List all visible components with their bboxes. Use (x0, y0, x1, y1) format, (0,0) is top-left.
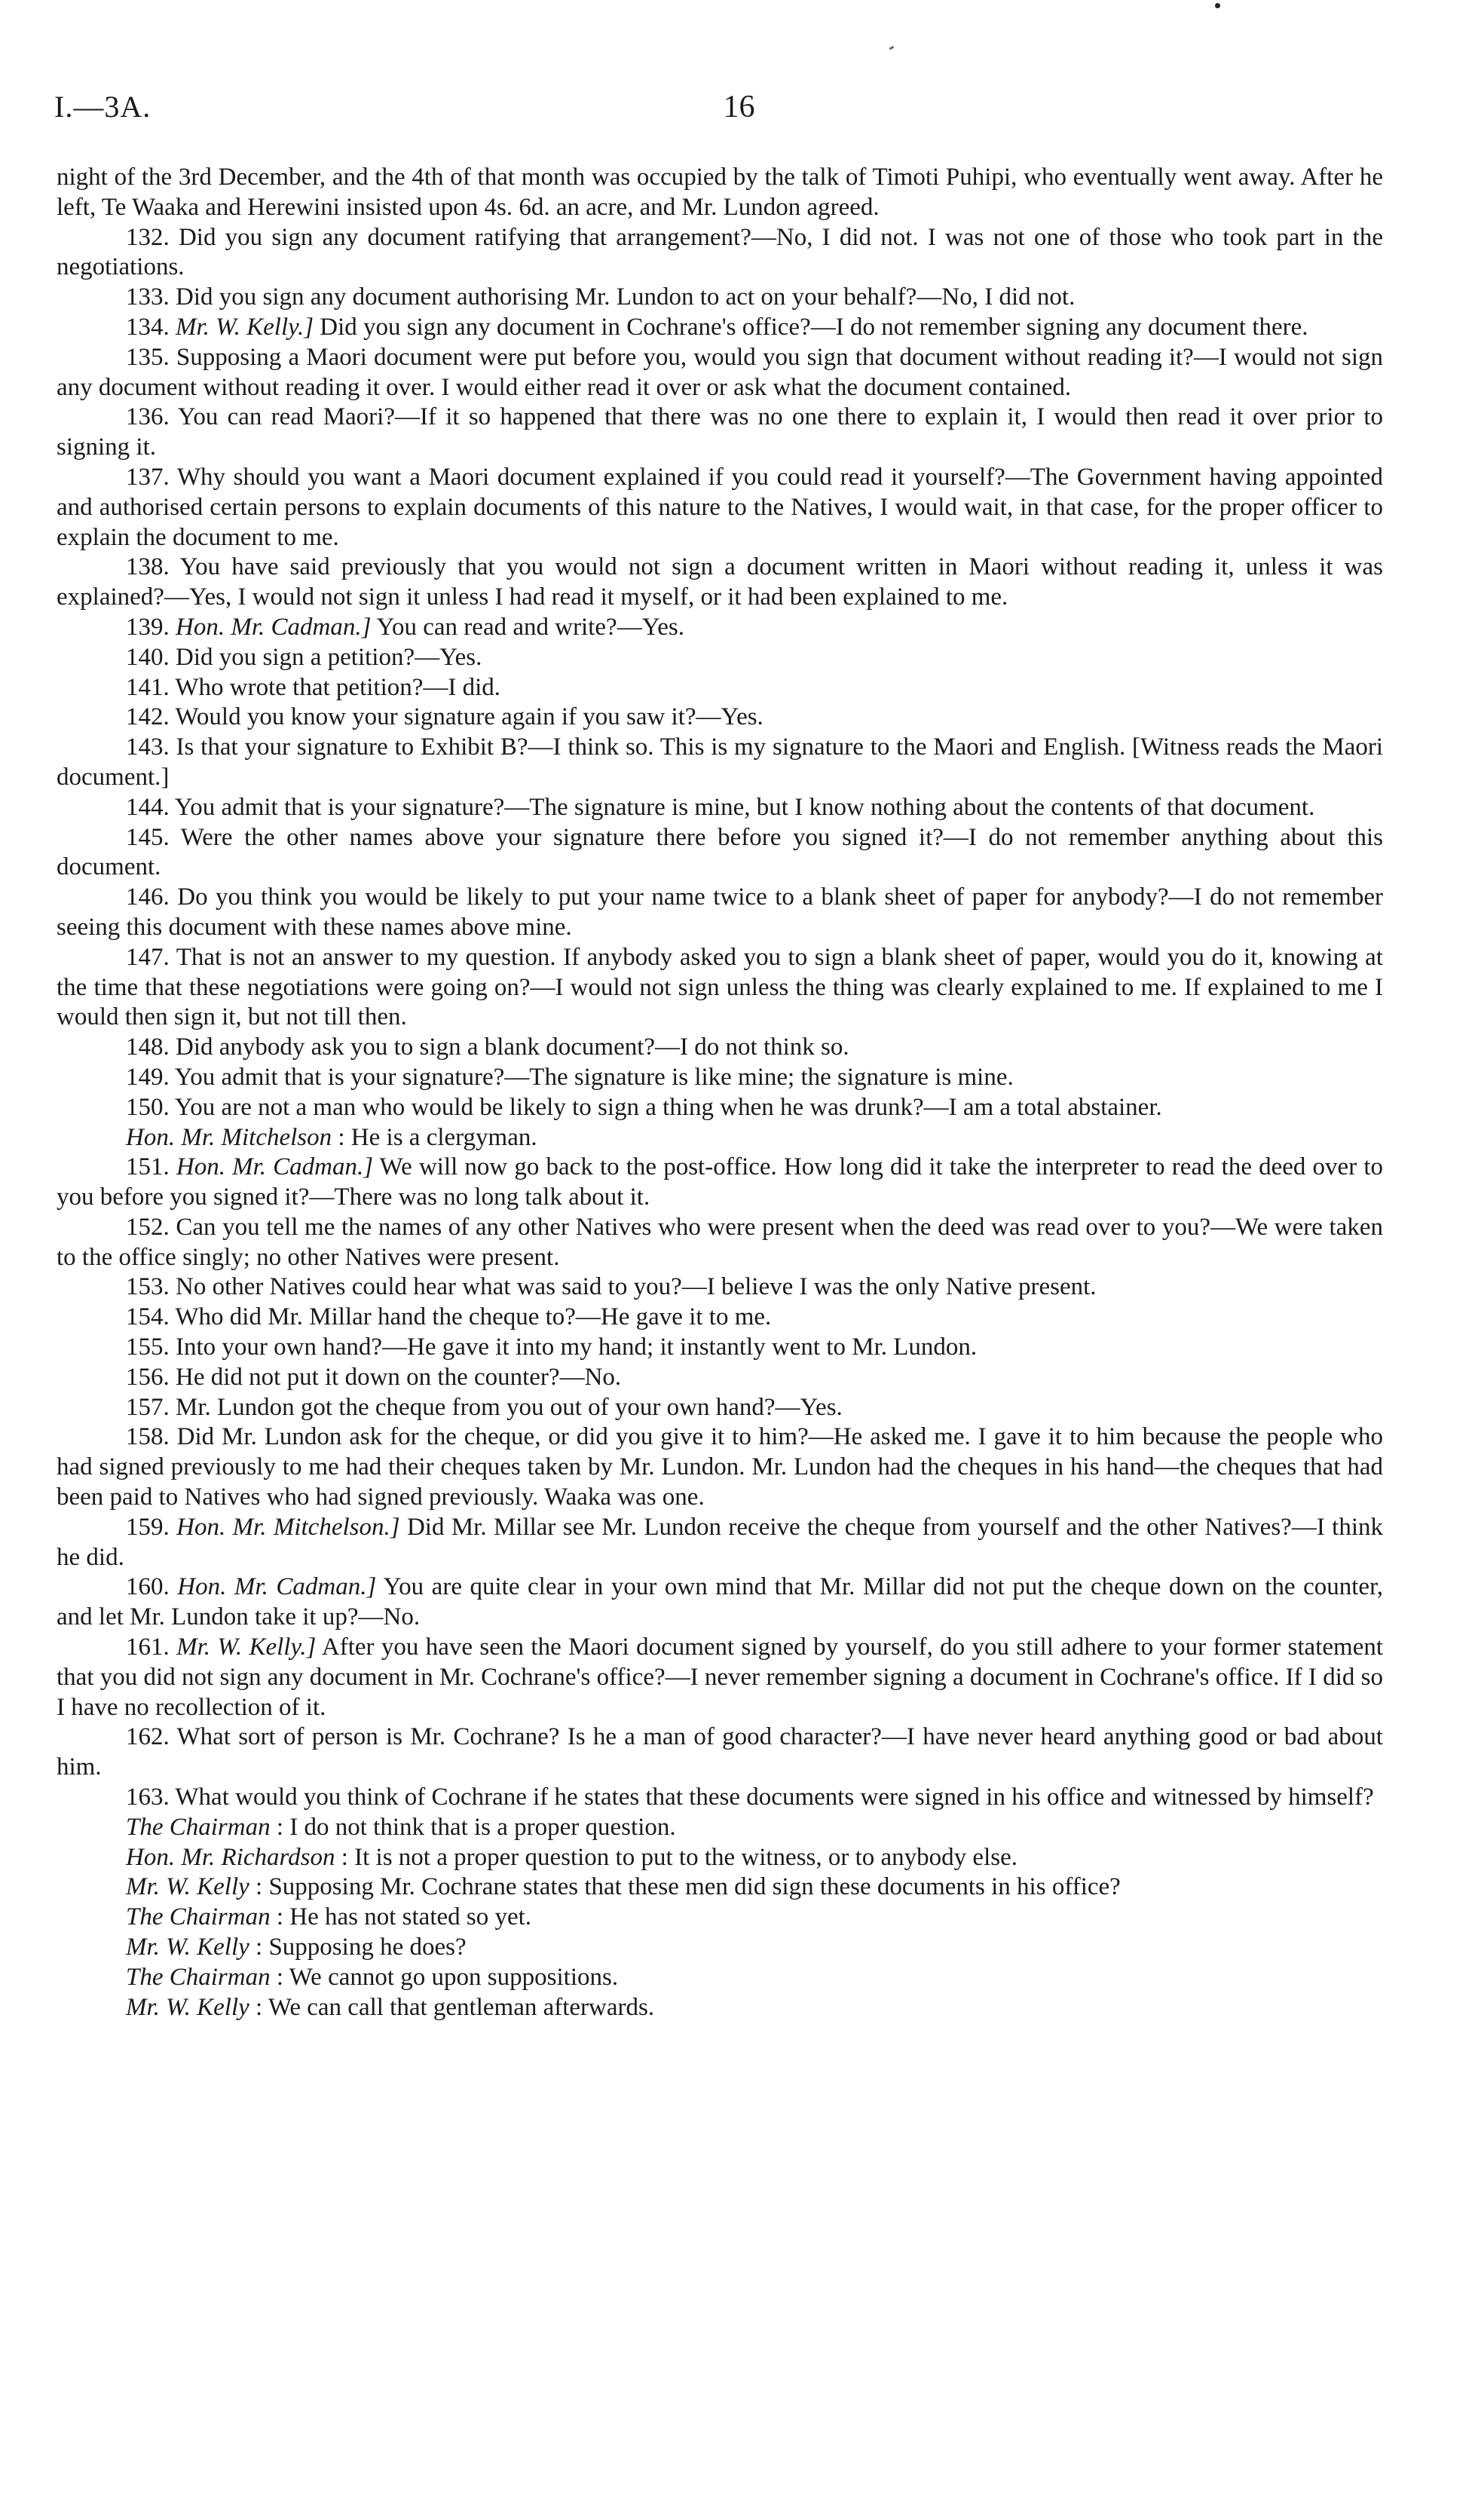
speaker-name: Mr. W. Kelly (126, 1934, 249, 1961)
paragraph-text: 153. No other Natives could hear what was said to you?—I believe I was the only Native present. (126, 1273, 1097, 1301)
testimony-paragraph (57, 643, 1383, 673)
testimony-paragraph (57, 1303, 1383, 1333)
paragraph-text: 142. Would you know your signature again if you saw it?—Yes. (126, 703, 763, 731)
paragraph-text: 148. Did anybody ask you to sign a blank document?—I do not think so. (126, 1033, 849, 1061)
question-number: 159. (126, 1513, 170, 1541)
paragraph-text: 137. Why should you want a Maori document explained if you could read it yourself?—The Government having appointed and authorised certain persons to explain documents of this nature to the Natives, I would wait, in that case, for the proper officer to explain the document to me. (57, 463, 1383, 551)
paragraph-text: 146. Do you think you would be likely to put your name twice to a blank sheet of paper for anybody?—I do not remember seeing this document with these names above mine. (57, 883, 1383, 941)
paragraph-text: 155. Into your own hand?—He gave it into my hand; it instantly went to Mr. Lundon. (126, 1333, 978, 1361)
testimony-paragraph (57, 343, 1383, 403)
testimony-paragraph (57, 1572, 1383, 1633)
speaker-paragraph (57, 1813, 1383, 1843)
testimony-paragraph (57, 1213, 1383, 1273)
testimony-paragraph (57, 1722, 1383, 1783)
speaker-paragraph (57, 1933, 1383, 1963)
testimony-paragraph (57, 733, 1383, 793)
paragraph-text: 140. Did you sign a petition?—Yes. (126, 643, 482, 671)
paragraph-text: After you have seen the Maori document signed by yourself, do you still adhere to your former statement that you did not sign any document in Mr. Cochrane's office?—I never remember signing a document in Cochrane's office. If I did so I have no recollection of it. (57, 1634, 1384, 1721)
speaker-name: Mr. W. Kelly (126, 1873, 249, 1901)
testimony-paragraph (57, 1633, 1383, 1722)
testimony-paragraph (57, 1333, 1383, 1363)
speaker-paragraph (57, 1993, 1383, 2023)
document-series: I.—3A. (54, 90, 151, 124)
testimony-paragraph (57, 553, 1383, 613)
speaker-name: Mr. W. Kelly.] (176, 1634, 317, 1661)
testimony-paragraph (57, 703, 1383, 733)
speaker-paragraph (57, 1123, 1383, 1153)
paragraph-text: 147. That is not an answer to my question. If anybody asked you to sign a blank sheet of paper, would you do it, knowing at the time that these negotiations were going on?—I would not sign unless the thing was clearly explained to me. If explained to me I would then sign it, but not till then. (57, 943, 1383, 1031)
testimony-paragraph (57, 163, 1383, 223)
testimony-paragraph (57, 403, 1383, 463)
paragraph-text: : We cannot go upon suppositions. (276, 1963, 619, 1991)
speaker-name: Hon. Mr. Richardson (126, 1843, 335, 1871)
paragraph-text: 152. Can you tell me the names of any other Natives who were present when the deed was read over to you?—We were taken to the office singly; no other Natives were present. (57, 1213, 1383, 1271)
paragraph-text: We will now go back to the post-office. How long did it take the interpreter to read the deed over to you before you signed it?—There was no long talk about it. (57, 1153, 1383, 1211)
paragraph-text: : He is a clergyman. (338, 1123, 537, 1151)
testimony-paragraph (57, 1033, 1383, 1063)
speaker-name: Hon. Mr. Cadman.] (176, 1153, 374, 1181)
paragraph-text: 135. Supposing a Maori document were put before you, would you sign that document without reading it?—I would not sign any document without reading it over. I would either read it over or ask what the document contained. (57, 343, 1383, 401)
paragraph-text: 162. What sort of person is Mr. Cochrane? Is he a man of good character?—I have never heard anything good or bad about him. (57, 1723, 1383, 1781)
speaker-paragraph (57, 1903, 1383, 1933)
paragraph-text: 143. Is that your signature to Exhibit B?—I think so. This is my signature to the Maori and English. [Witness reads the Maori document.] (57, 733, 1383, 791)
question-number: 161. (126, 1634, 170, 1661)
paragraph-text: : Supposing Mr. Cochrane states that these men did sign these documents in his office? (256, 1873, 1121, 1901)
speaker-name: The Chairman (126, 1903, 271, 1931)
paragraph-text: 158. Did Mr. Lundon ask for the cheque, or did you give it to him?—He asked me. I gave it to him because the people who had signed previously to me had their cheques taken by Mr. Lundon. Mr. Lundon had the cheques in his hand—the cheques that had been paid to Natives who had signed previously. Waaka was one. (57, 1423, 1383, 1511)
paragraph-text: 141. Who wrote that petition?—I did. (126, 673, 501, 701)
paragraph-text: 156. He did not put it down on the counter?—No. (126, 1363, 622, 1391)
testimony-paragraph (57, 1393, 1383, 1423)
testimony-paragraph (57, 1093, 1383, 1123)
testimony-paragraph (57, 1272, 1383, 1303)
paragraph-text: 163. What would you think of Cochrane if he states that these documents were signed in his office and witnessed by himself? (126, 1784, 1374, 1811)
paragraph-text: 150. You are not a man who would be likely to sign a thing when he was drunk?—I am a total abstainer. (126, 1093, 1162, 1121)
speaker-name: Mr. W. Kelly.] (176, 313, 314, 341)
document-body (57, 163, 1383, 2022)
paragraph-text: 132. Did you sign any document ratifying that arrangement?—No, I did not. I was not one of those who took part in the negotiations. (57, 223, 1383, 281)
page-number: 16 (723, 90, 755, 124)
testimony-paragraph (57, 1422, 1383, 1512)
question-number: 139. (126, 613, 170, 641)
testimony-paragraph (57, 313, 1383, 343)
paragraph-text: : Supposing he does? (256, 1934, 467, 1961)
testimony-paragraph (57, 1513, 1383, 1573)
testimony-paragraph (57, 1783, 1383, 1813)
testimony-paragraph (57, 883, 1383, 943)
speaker-name: Hon. Mr. Mitchelson (126, 1123, 332, 1151)
speaker-paragraph (57, 1963, 1383, 1993)
paragraph-text: 136. You can read Maori?—If it so happened that there was no one there to explain it, I would then read it over prior to signing it. (57, 403, 1383, 461)
page-header (54, 89, 1424, 134)
paragraph-text: : We can call that gentleman afterwards. (256, 1993, 655, 2021)
paragraph-text: 145. Were the other names above your signature there before you signed it?—I do not remember anything about this document. (57, 823, 1383, 881)
testimony-paragraph (57, 223, 1383, 283)
speaker-name: The Chairman (126, 1813, 271, 1841)
speaker-name: Hon. Mr. Cadman.] (177, 1573, 377, 1601)
question-number: 134. (126, 313, 170, 341)
paragraph-text: You are quite clear in your own mind that Mr. Millar did not put the cheque down on the counter, and let Mr. Lundon take it up?—No. (57, 1573, 1383, 1631)
speaker-paragraph (57, 1872, 1383, 1903)
question-number: 160. (126, 1573, 170, 1601)
paragraph-text: Did Mr. Millar see Mr. Lundon receive the cheque from yourself and the other Natives?—I think he did. (57, 1513, 1384, 1571)
testimony-paragraph (57, 283, 1383, 313)
paragraph-text: 144. You admit that is your signature?—The signature is mine, but I know nothing about the contents of that document. (126, 793, 1315, 821)
paragraph-text: You can read and write?—Yes. (376, 613, 684, 641)
speaker-paragraph (57, 1843, 1383, 1873)
question-number: 151. (126, 1153, 170, 1181)
speaker-name: Mr. W. Kelly (126, 1993, 249, 2021)
testimony-paragraph (57, 943, 1383, 1033)
speaker-name: The Chairman (126, 1963, 271, 1991)
paragraph-text: 157. Mr. Lundon got the cheque from you out of your own hand?—Yes. (126, 1393, 843, 1421)
speaker-name: Hon. Mr. Mitchelson.] (176, 1513, 400, 1541)
speaker-name: Hon. Mr. Cadman.] (176, 613, 372, 641)
testimony-paragraph (57, 1153, 1383, 1213)
testimony-paragraph (57, 673, 1383, 703)
ink-dot-mark (1215, 3, 1220, 8)
testimony-paragraph (57, 823, 1383, 883)
testimony-paragraph (57, 463, 1383, 553)
paragraph-text: Did you sign any document in Cochrane's office?—I do not remember signing any document there. (320, 313, 1308, 341)
ink-dash-mark (889, 46, 895, 51)
paragraph-text: : He has not stated so yet. (276, 1903, 532, 1931)
paragraph-text: : It is not a proper question to put to the witness, or to anybody else. (341, 1843, 1017, 1871)
testimony-paragraph (57, 1363, 1383, 1393)
paragraph-text: 138. You have said previously that you would not sign a document written in Maori without reading it, unless it was explained?—Yes, I would not sign it unless I had read it myself, or it had been explained to me. (57, 553, 1383, 611)
paragraph-text: : I do not think that is a proper question. (276, 1813, 676, 1841)
paragraph-text: 133. Did you sign any document authorising Mr. Lundon to act on your behalf?—No, I did not. (126, 283, 1076, 311)
testimony-paragraph (57, 613, 1383, 643)
testimony-paragraph (57, 1063, 1383, 1093)
paragraph-text: 154. Who did Mr. Millar hand the cheque to?—He gave it to me. (126, 1303, 772, 1331)
testimony-paragraph (57, 793, 1383, 823)
paragraph-text: 149. You admit that is your signature?—The signature is like mine; the signature is mine. (126, 1063, 1014, 1091)
paragraph-text: night of the 3rd December, and the 4th of that month was occupied by the talk of Timoti Puhipi, who eventually went away. After he left, Te Waaka and Herewini insisted upon 4s. 6d. an acre, and Mr. Lundon agreed. (57, 164, 1383, 221)
